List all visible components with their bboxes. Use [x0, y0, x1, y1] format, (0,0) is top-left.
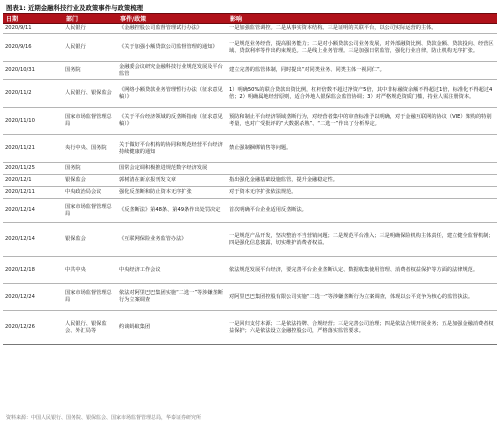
event-cell: 依法对阿里巴巴集团实施“二选一”等涉嫌垄断行为立案调查	[117, 284, 227, 311]
impact-cell: 一是加强监管调控。二是从事实资本结构。三是证明的关联平台，以公司实际运营的主体。	[227, 24, 497, 34]
department-cell: 国家市场监督管理总局	[63, 284, 117, 311]
impact-cell: 一是规范业务经营，提高服务能力；二是对小额贷款公司业务发展，对外部融资比例、贷款金额、贷款投向、经营区域、贷款利率等作出约束规范。二是线上业务管理。三是加强日常监管，强化行业自律，防止机构无序扩张。	[227, 34, 497, 62]
header-department: 部门	[63, 14, 117, 24]
figure-caption: 图表1: 近期金融科技行业及政策事件与政策梳理	[6, 4, 144, 12]
date-cell: 2020/11/10	[3, 108, 63, 135]
event-cell: 《金融控股公司监督管理试行办法》	[117, 24, 227, 34]
date-cell: 2020/12/1	[3, 175, 63, 187]
department-cell: 国家市场监督管理总局	[63, 108, 117, 135]
impact-cell: 指出强化金融基础设施监管，提升金融稳定性。	[227, 175, 497, 187]
date-cell: 2020/12/24	[3, 284, 63, 311]
event-cell: 《网络小额贷款业务管理暂行办法（征求意见稿）》	[117, 80, 227, 108]
impact-cell: 一是规范产品开发，坚决整治不当营销问题；二是规范平台准入；三是明确保险机构主体责任，建立健全监督机制；四是强化信息披露，切实维护消费者权益。	[227, 223, 497, 257]
date-cell: 2020/11/25	[3, 163, 63, 175]
impact-cell: 预防和制止平台经济领域垄断行为，对经营者集中的审查标准予以明确，对于金融互联网的协议（VIE）架构的特别考量，也对广受批评的“大数据杀熟”、“二选一”作出了分析界定。	[227, 108, 497, 135]
date-cell: 2020/11/21	[3, 135, 63, 163]
date-cell: 2020/11/2	[3, 80, 63, 108]
impact-cell: 对于资本无序扩张依法规范。	[227, 187, 497, 199]
department-cell: 国务院	[63, 163, 117, 175]
event-cell: 郭树清在新京报刊发文章	[117, 175, 227, 187]
impact-cell: 建立完善的监管体制，同时提出“对同类业务、同类主体一视同仁”。	[227, 62, 497, 80]
table-row	[3, 199, 497, 223]
source-note: 资料来源：中国人民银行、国务院、银保监会、国家市场监督管理总局，华泰证券研究所	[6, 415, 202, 421]
date-cell: 2020/12/14	[3, 223, 63, 257]
department-cell: 银保监会	[63, 223, 117, 257]
table-row	[3, 284, 497, 311]
event-cell: 约谈蚂蚁集团	[117, 311, 227, 345]
event-cell: 《关于加强小额贷款公司监督管理的通知》	[117, 34, 227, 62]
table-row	[3, 311, 497, 345]
impact-cell	[227, 163, 497, 175]
table-row	[3, 175, 497, 187]
department-cell: 国家市场监督管理总局	[63, 199, 117, 223]
department-cell: 银保监会	[63, 175, 117, 187]
date-cell: 2020/12/14	[3, 199, 63, 223]
impact-cell: 1）明确50%的联合贷款出资比例，杠杆倍数不超过净资产5倍，其中非标融资余额不得超过1倍，标准化不得超过4倍；2）明确属地经营原则，适合外地人银保监会监管协调；3）对严格规范资质门槛，持业人需注册资本。	[227, 80, 497, 108]
table-row	[3, 135, 497, 163]
date-cell: 2020/10/31	[3, 62, 63, 80]
department-cell: 人民银行、银保监会、外汇局等	[63, 311, 117, 345]
table-row	[3, 257, 497, 284]
table-header-row	[3, 14, 497, 24]
date-cell: 2020/9/16	[3, 34, 63, 62]
department-cell: 央行中央、国务院	[63, 135, 117, 163]
date-cell: 2020/12/11	[3, 187, 63, 199]
table-row	[3, 80, 497, 108]
event-cell: 强化反垄断和防止资本无序扩张	[117, 187, 227, 199]
impact-cell: 首次明确平台企业适用反垄断法。	[227, 199, 497, 223]
impact-cell: 禁止强制捆绑销售等问题。	[227, 135, 497, 163]
event-cell: 关于做好平台机构的协同和规范经营平台经济持续健康的通知	[117, 135, 227, 163]
table-row	[3, 163, 497, 175]
event-cell: 国常会定调积极推进规范数字经济发展	[117, 163, 227, 175]
table-row	[3, 34, 497, 62]
policy-events-table	[3, 13, 497, 345]
event-cell: 中央经济工作会议	[117, 257, 227, 284]
department-cell: 人民银行	[63, 24, 117, 34]
date-cell: 2020/9/11	[3, 24, 63, 34]
header-date: 日期	[3, 14, 63, 24]
event-cell: 《反垄断法》第48条、第49条作出处罚决定	[117, 199, 227, 223]
department-cell: 中央政治局会议	[63, 187, 117, 199]
department-cell: 人民银行、银保监会	[63, 80, 117, 108]
header-impact: 影响	[227, 14, 497, 24]
date-cell: 2020/12/18	[3, 257, 63, 284]
event-cell: 金融委会议研究金融科技行业规范发展及平台监管	[117, 62, 227, 80]
table-row	[3, 108, 497, 135]
impact-cell: 依法规范发展平台经济，要完善平台企业垄断认定、数据收集使用管理、消费者权益保护等方面的法律规范。	[227, 257, 497, 284]
impact-cell: 一是回归支付本源；二是依法持牌、合规经营；三是完善公司治理；四是依法合规开展业务；五是加强金融消费者权益保护；六是依法设立金融控股公司，严格落实监管要求。	[227, 311, 497, 345]
department-cell: 中共中央	[63, 257, 117, 284]
impact-cell: 对阿里巴巴集团控股有限公司实施“二选一”等涉嫌垄断行为立案调查，体现以公平竞争为核心的监管执法。	[227, 284, 497, 311]
date-cell: 2020/12/26	[3, 311, 63, 345]
department-cell: 国务院	[63, 62, 117, 80]
table-row	[3, 223, 497, 257]
table-row	[3, 62, 497, 80]
table-row	[3, 187, 497, 199]
event-cell: 《关于平台经济领域的反垄断指南（征求意见稿）》	[117, 108, 227, 135]
header-event: 事件/政策	[117, 14, 227, 24]
table-row	[3, 24, 497, 34]
department-cell: 人民银行	[63, 34, 117, 62]
event-cell: 《互联网保险业务监管办法》	[117, 223, 227, 257]
